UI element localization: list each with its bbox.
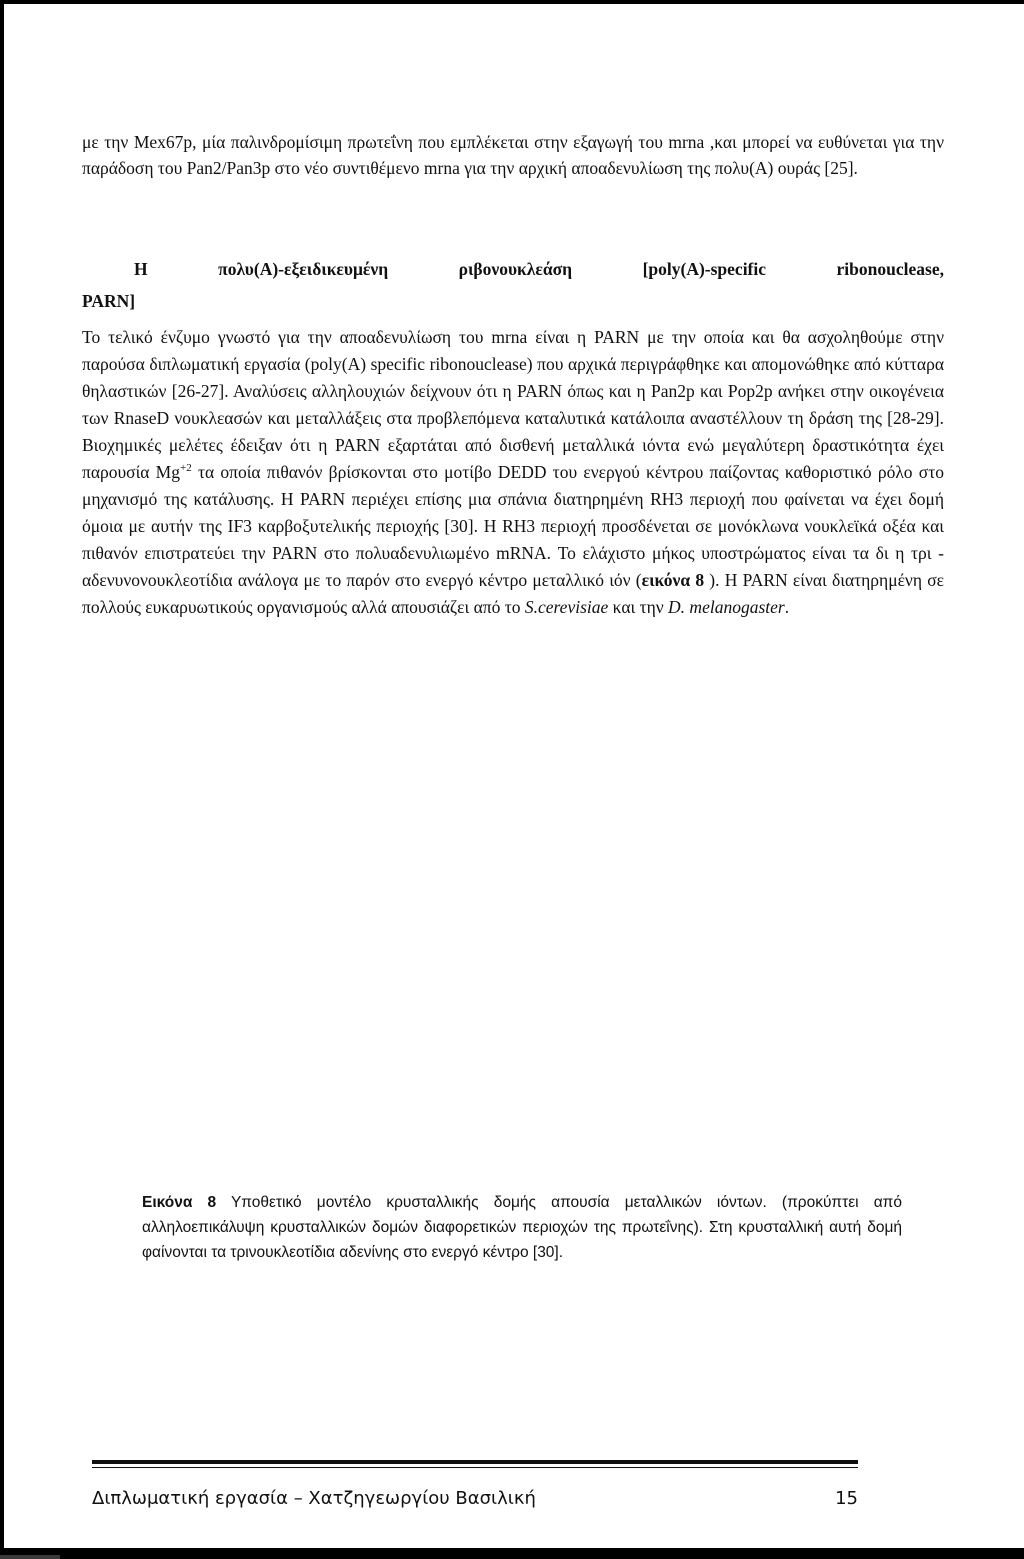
figure-caption-text: Υποθετικό μοντέλο κρυσταλλικής δομής απουσία μεταλλικών ιόντων. (προκύπτει από αλληλοεπικάλυψη κρυσταλλικών δομών διαφορετικών περιοχών της πρωτεΐνης). Στη κρυσταλλική αυτή δομή φαίνονται τα τρινουκλεοτίδια αδενίνης στο ενεργό κέντρο [30]. [142,1194,902,1261]
paragraph-2-end: . [784,597,790,617]
page-footer [92,1488,858,1509]
species-name-fly: D. melanogaster [668,597,785,617]
paragraph-2 [82,324,944,621]
heading-term-english-2: ribonouclease, [836,259,944,279]
paragraph-2-part-2: τα οποία πιθανόν βρίσκονται στο μοτίβο DEDD του ενεργού κέντρου παίζοντας καθοριστικό ρόλο στο μηχανισμό της κατάλυσης. Η PARN περιέχει επίσης μια σπάνια διατηρημένη RH3 περιοχή που φαίνεται να έχει δομή όμοια με αυτήν της IF3 καρβοξυτελικής περιοχής [30]. Η RH3 περιοχή προσδένεται σε μονόκλωνα νουκλεϊκά οξέα και πιθανόν επιστρατεύει την PARN στο πολυαδενυλιωμένο mRNA. Το ελάχιστο μήκος υποστρώματος είναι τα δι η τρι - αδενυνονουκλεοτίδια ανάλογα με το παρόν στο ενεργό κέντρο μεταλλικό ιόν ( [82,462,944,590]
figure-caption [142,1190,902,1265]
figure-reference[interactable]: εικόνα 8 [641,570,705,590]
heading-term-english: [poly(A)-specific [642,259,767,279]
heading-term-greek: πολυ(A)-εξειδικευμένη [218,259,389,279]
section-heading [82,259,944,312]
heading-term-greek-2: ριβονουκλεάση [458,259,573,279]
footer-title: Διπλωματική εργασία – Χατζηγεωργίου Βασιλική [92,1488,536,1509]
section-heading-line-1 [82,259,944,280]
scan-edge-mark [0,1555,60,1559]
footer-divider-thick [92,1460,858,1464]
paragraph-2-part-1: Το τελικό ένζυμο γνωστό για την αποαδενυλίωση του mrna είναι η PARN με την οποία και θα ασχοληθούμε στην παρούσα διπλωματική εργασία (poly(A) specific ribonouclease) που αρχικά περιγράφθηκε και απομονώθηκε από κύτταρα θηλαστικών [26-27]. Αναλύσεις αλληλουχιών δείχνουν ότι η PARN όπως και η Pan2p και Pop2p ανήκει στην οικογένεια των RnaseD νουκλεασών και μεταλλάξεις στα προβλεπόμενα καταλυτικά κατάλοιπα αναστέλλουν τη δράση της [28-29]. Βιοχημικές μελέτες έδειξαν ότι η PARN εξαρτάται από δισθενή μεταλλικά ιόντα ενώ μεγαλύτερη δραστικότητα έχει παρουσία Mg [82,327,944,482]
page-number: 15 [835,1488,858,1509]
paragraph-2-part-3: ). Η PARN είναι διατηρημένη σε πολλούς ευκαρυωτικούς οργανισμούς αλλά απουσιάζει από το [82,570,945,617]
document-page [4,4,1024,1548]
species-name-yeast: S.cerevisiae [524,597,609,617]
magnesium-charge-superscript: +2 [180,462,192,475]
heading-prefix: Η [134,259,148,279]
paragraph-1 [82,129,944,181]
footer-divider-thin [92,1467,858,1468]
paragraph-1-text: με την Mex67p, μία παλινδρομίσιμη πρωτεΐνη που εμπλέκεται στην εξαγωγή του mrna ,και μπορεί να ευθύνεται για την παράδοση του Pan2/Pan3p στο νέο συντιθέμενο mrna για την αρχική αποαδενυλίωση της πολυ(A) ουράς [25]. [82,132,944,178]
figure-caption-label: Εικόνα 8 [142,1194,217,1211]
heading-abbreviation: PARN] [82,291,136,311]
paragraph-2-conjunction: και την [608,597,669,617]
